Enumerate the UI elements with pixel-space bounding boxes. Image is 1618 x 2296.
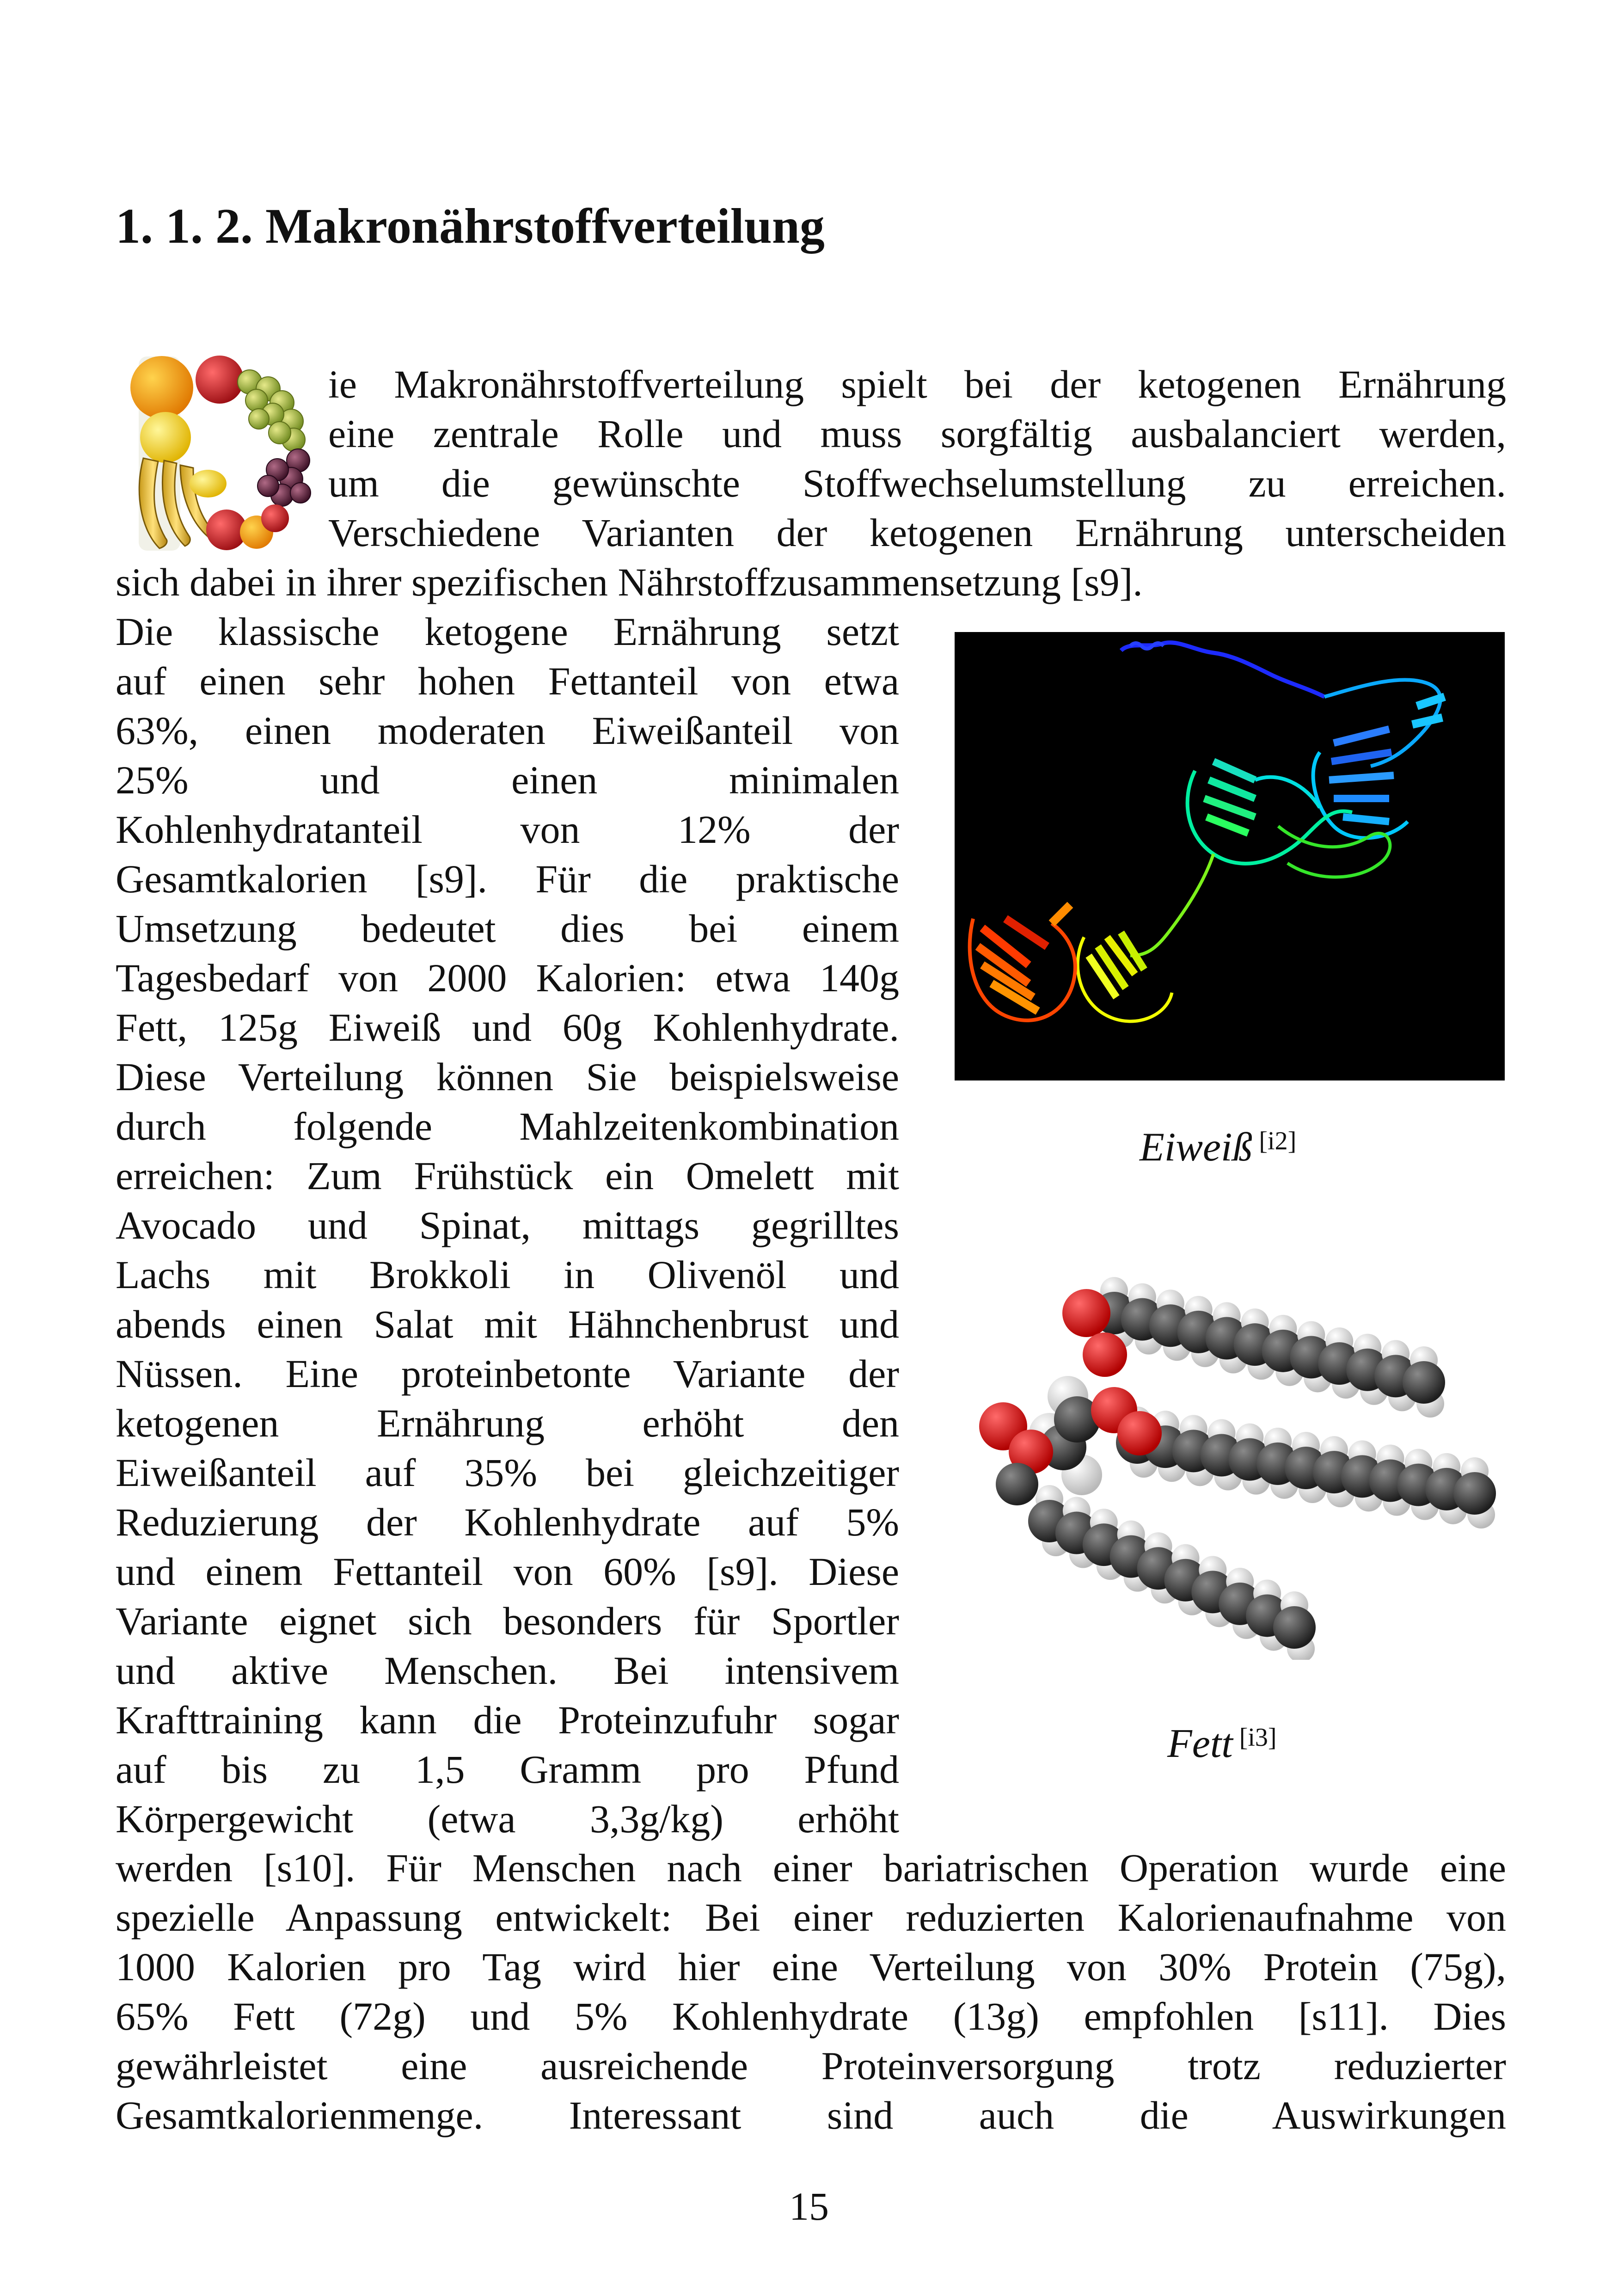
body-line: und aktive Menschen. Bei intensivem [116,1648,899,1693]
body-column [116,607,899,1844]
body-line: erreichen: Zum Frühstück ein Omelett mit [116,1154,899,1198]
atom [1083,1332,1127,1377]
body-line: Gesamtkalorien [s9]. Für die praktische [116,857,899,901]
intro-line: ie Makronährstoffverteilung spielt bei der ketogenen Ernährung [328,362,1506,406]
body-line: 1000 Kalorien pro Tag wird hier eine Verteilung von 30% Protein (75g), [116,1945,1506,1989]
body-line: gewährleistet eine ausreichende Proteinversorgung trotz reduzierter [116,2044,1506,2088]
body-line: abends einen Salat mit Hähnchenbrust und [116,1302,899,1346]
body-line: spezielle Anpassung entwickelt: Bei einer reduzierten Kalorienaufnahme von [116,1895,1506,1940]
body-line: Fett, 125g Eiweiß und 60g Kohlenhydrate. [116,1005,899,1050]
page-number: 15 [789,2184,829,2228]
atom [1062,1289,1110,1337]
body-line: Körpergewicht (etwa 3,3g/kg) erhöht [116,1797,899,1841]
body-line: Die klassische ketogene Ernährung setzt [116,609,899,654]
body-line: ketogenen Ernährung erhöht den [116,1401,899,1445]
body-line: durch folgende Mahlzeitenkombination [116,1104,899,1148]
body-line: 63%, einen moderaten Eiweißanteil von [116,708,899,753]
body-line: Umsetzung bedeutet dies bei einem [116,906,899,951]
body-line: Tagesbedarf von 2000 Kalorien: etwa 140g [116,956,899,1000]
body-line: Eiweißanteil auf 35% bei gleichzeitiger [116,1450,899,1495]
fruit-dropcap-d-image [116,354,319,553]
body-line: 25% und einen minimalen [116,758,899,802]
atom [1403,1361,1445,1404]
atom [1273,1606,1316,1649]
intro-line: eine zentrale Rolle und muss sorgfältig ausbalanciert werden, [328,411,1506,456]
protein-structure-image [955,632,1505,1080]
protein-image-reference: [i2] [1259,1127,1297,1155]
intro-line: Verschiedene Varianten der ketogenen Ernährung unterscheiden [328,510,1506,555]
atom [1453,1472,1496,1515]
bottom-paragraph [116,1843,1506,2140]
body-line: Lachs mit Brokkoli in Olivenöl und [116,1252,899,1297]
body-line: 65% Fett (72g) und 5% Kohlenhydrate (13g) empfohlen [s11]. Dies [116,1994,1506,2038]
intro-line: um die gewünschte Stoffwechselumstellung zu erreichen. [328,461,1506,505]
intro-line: sich dabei in ihrer spezifischen Nährstoffzusammensetzung [s9]. [116,560,1143,604]
body-line: auf einen sehr hohen Fettanteil von etwa [116,659,899,703]
protein-caption-text: Eiweiß [1140,1125,1253,1170]
atom [996,1463,1038,1505]
intro-paragraph [328,360,1506,558]
body-line: und einem Fettanteil von 60% [s9]. Diese [116,1549,899,1594]
body-line: Krafttraining kann die Proteinzufuhr sogar [116,1698,899,1742]
protein-caption [1140,1124,1296,1171]
fat-caption [1167,1721,1277,1767]
section-heading: 1. 1. 2. Makronährstoffverteilung [116,199,825,254]
body-line: Kohlenhydratanteil von 12% der [116,807,899,852]
body-line: Avocado und Spinat, mittags gegrilltes [116,1203,899,1247]
body-line: Nüssen. Eine proteinbetonte Variante der [116,1351,899,1396]
fat-image-reference: [i3] [1239,1723,1277,1752]
body-line: Diese Verteilung können Sie beispielsweise [116,1055,899,1099]
body-line: Gesamtkalorienmenge. Interessant sind auch die Auswirkungen [116,2093,1506,2137]
body-line: auf bis zu 1,5 Gramm pro Pfund [116,1747,899,1792]
body-line: Variante eignet sich besonders für Sportler [116,1599,899,1643]
body-line: werden [s10]. Für Menschen nach einer bariatrischen Operation wurde eine [116,1846,1506,1890]
fat-caption-text: Fett [1167,1721,1233,1766]
fat-molecule-image [962,1244,1516,1660]
body-line: Reduzierung der Kohlenhydrate auf 5% [116,1500,899,1544]
intro-paragraph-end [116,558,1506,607]
atom [1117,1411,1162,1455]
